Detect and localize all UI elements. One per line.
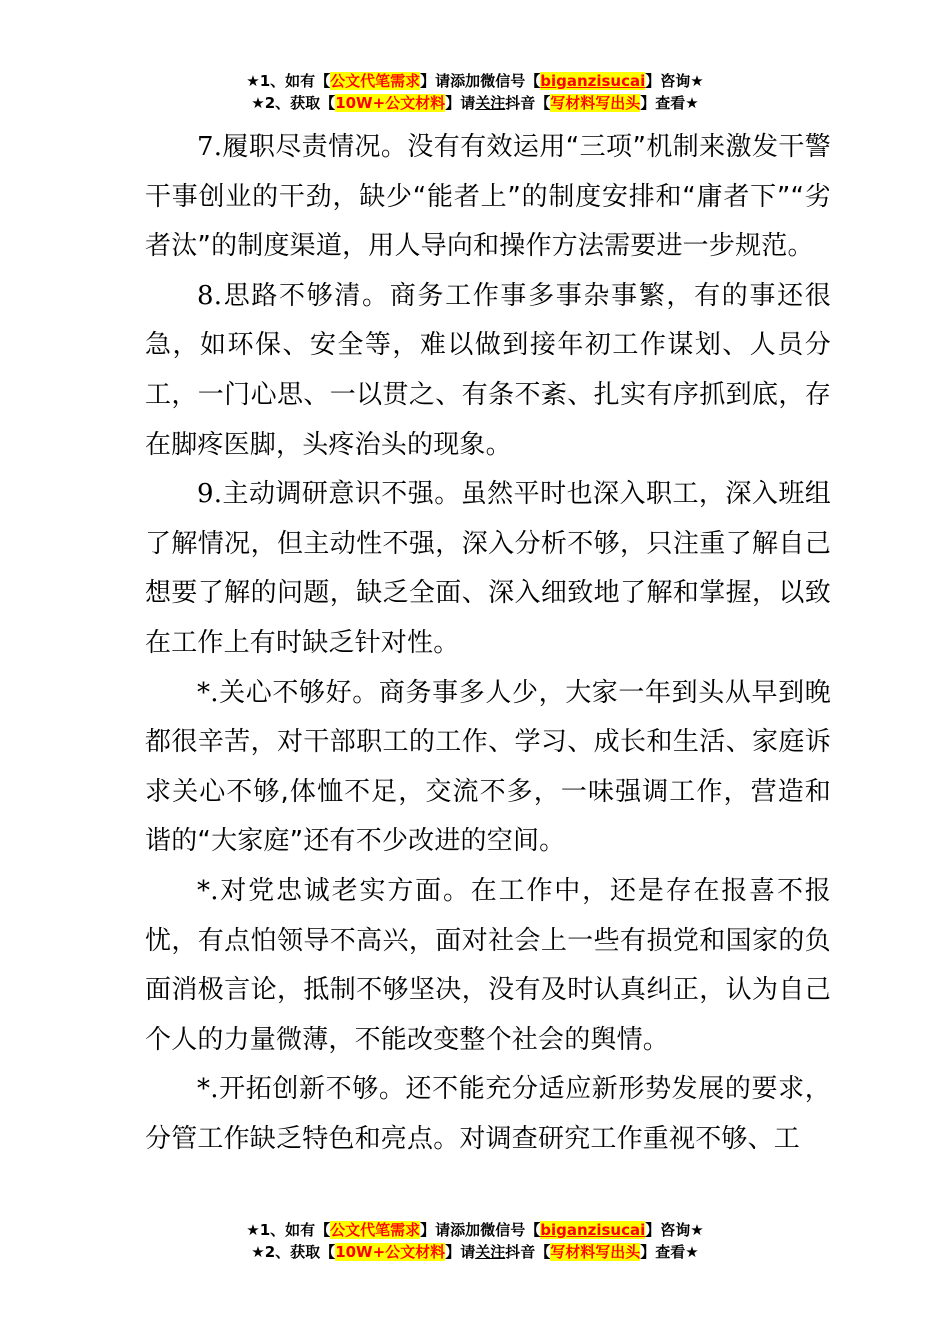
- paragraph-text: 履职尽责情况。没有有效运用“三项”机制来激发干警干事创业的干劲，缺少“能者上”的制度安排和“庸者下”“劣者汰”的制度渠道，用人导向和操作方法需要进一步规范。: [145, 132, 831, 262]
- paragraph-number: *.: [197, 677, 219, 708]
- promo-douyin-account: 写材料写出头: [550, 1243, 641, 1261]
- promo-text: 关注: [475, 1243, 506, 1261]
- promo-text: 】查看★: [640, 1243, 699, 1261]
- paragraph-number: 7.: [197, 132, 223, 162]
- promo-text: 】请: [445, 1243, 476, 1261]
- paragraph-number: 8.: [197, 280, 223, 311]
- header-promo: [0, 70, 950, 114]
- footer-promo-line-2: [0, 1241, 950, 1263]
- promo-wechat-id: biganzisucai: [540, 72, 646, 90]
- paragraph-text: 主动调研意识不强。虽然平时也深入职工，深入班组了解情况，但主动性不强，深入分析不够，只注重了解自己想要了解的问题，缺乏全面、深入细致地了解和掌握，以致在工作上有时缺乏针对性。: [145, 479, 831, 658]
- promo-highlight-service: 公文代笔需求: [330, 72, 421, 90]
- promo-highlight-materials: 10W+公文材料: [335, 94, 446, 112]
- footer-promo: [0, 1219, 950, 1263]
- paragraph-loyalty: [145, 867, 831, 1065]
- promo-text: ★2、获取【: [251, 1243, 336, 1261]
- document-body: [145, 123, 831, 1164]
- promo-text: 】请添加: [420, 1221, 481, 1239]
- paragraph-text: 对党忠诚老实方面。在工作中，还是存在报喜不报忧，有点怕领导不高兴，面对社会上一些有损党和国家的负面消极言论，抵制不够坚决，没有及时认真纠正，认为自己个人的力量微薄，不能改变整个社会的舆情。: [145, 875, 831, 1055]
- paragraph-text: 思路不够清。商务工作事多事杂事繁，有的事还很急，如环保、安全等，难以做到接年初工作谋划、人员分工，一门心思、一以贯之、有条不紊、扎实有序抓到底，存在脚疼医脚，头疼治头的现象。: [145, 280, 831, 460]
- promo-wechat-id: biganzisucai: [540, 1221, 646, 1239]
- paragraph-innovation: [145, 1065, 831, 1164]
- paragraph-text: 关心不够好。商务事多人少，大家一年到头从早到晚都很辛苦，对干部职工的工作、学习、成长和生活、家庭诉求关心不够,体恤不足，交流不多，一味强调工作，营造和谐的“大家庭”还有不少改进的空间。: [145, 677, 831, 857]
- promo-text: 】咨询★: [645, 72, 704, 90]
- promo-text: 】咨询★: [645, 1221, 704, 1239]
- promo-text: 微信号【: [480, 72, 541, 90]
- paragraph-number: *.: [197, 875, 219, 906]
- promo-text: ★2、获取【: [251, 94, 336, 112]
- paragraph-number: 9.: [197, 479, 223, 510]
- promo-text: ★1、如有【: [246, 1221, 331, 1239]
- promo-highlight-materials: 10W+公文材料: [335, 1243, 446, 1261]
- promo-highlight-service: 公文代笔需求: [330, 1221, 421, 1239]
- promo-douyin-account: 写材料写出头: [550, 94, 641, 112]
- header-promo-line-1: [0, 70, 950, 92]
- paragraph-care: [145, 669, 831, 867]
- paragraph-7: [145, 123, 831, 272]
- promo-text: 】查看★: [640, 94, 699, 112]
- promo-text: 】请添加: [420, 72, 481, 90]
- promo-text: 抖音【: [505, 1243, 551, 1261]
- paragraph-text: 开拓创新不够。还不能充分适应新形势发展的要求，分管工作缺乏特色和亮点。对调查研究工作重视不够、工: [145, 1074, 831, 1154]
- paragraph-number: *.: [197, 1074, 219, 1105]
- promo-text: 关注: [475, 94, 506, 112]
- footer-promo-line-1: [0, 1219, 950, 1241]
- promo-text: 】请: [445, 94, 476, 112]
- promo-text: 微信号【: [480, 1221, 541, 1239]
- paragraph-8: [145, 272, 831, 470]
- header-promo-line-2: [0, 92, 950, 114]
- promo-text: ★1、如有【: [246, 72, 331, 90]
- promo-text: 抖音【: [505, 94, 551, 112]
- paragraph-9: [145, 470, 831, 668]
